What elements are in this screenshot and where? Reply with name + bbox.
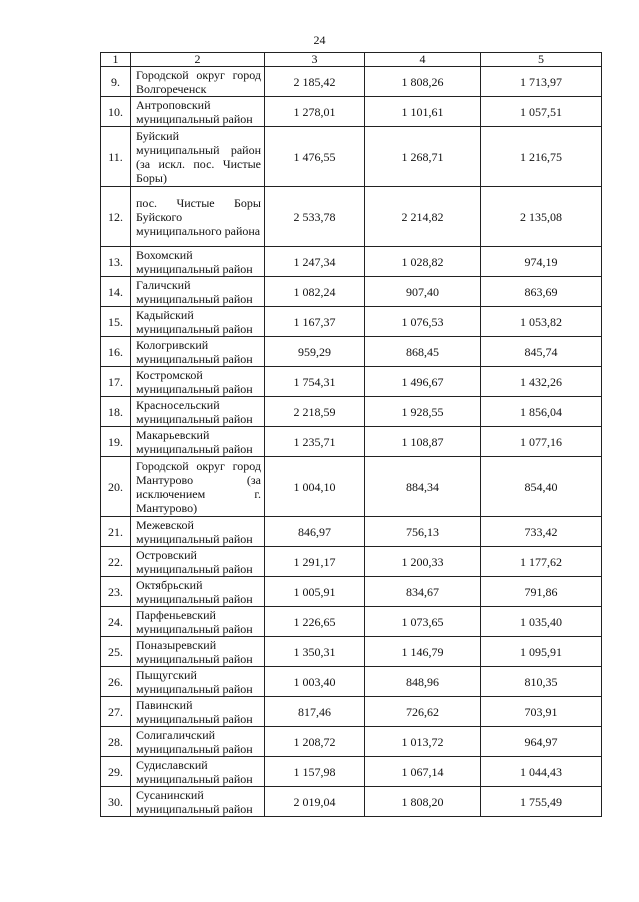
column-5-value-cell: 845,74 (481, 337, 602, 367)
row-number-cell: 29. (101, 757, 131, 787)
column-3-value-cell: 1 278,01 (265, 97, 365, 127)
column-5-value-cell: 810,35 (481, 667, 602, 697)
district-name-cell: Галичский муниципальный район (131, 277, 265, 307)
table-row (101, 457, 602, 517)
table-row (101, 637, 602, 667)
column-5-value-cell: 1 044,43 (481, 757, 602, 787)
column-3-value-cell: 1 754,31 (265, 367, 365, 397)
column-5-value-cell: 964,97 (481, 727, 602, 757)
row-number-cell: 30. (101, 787, 131, 817)
row-number-cell: 17. (101, 367, 131, 397)
column-header: 1 (101, 53, 131, 67)
table-row (101, 67, 602, 97)
column-3-value-cell: 2 218,59 (265, 397, 365, 427)
column-header: 4 (365, 53, 481, 67)
column-4-value-cell: 884,34 (365, 457, 481, 517)
column-5-value-cell: 1 177,62 (481, 547, 602, 577)
column-5-value-cell: 1 057,51 (481, 97, 602, 127)
district-name-cell: Павинский муниципальный район (131, 697, 265, 727)
column-4-value-cell: 1 028,82 (365, 247, 481, 277)
row-number-cell: 28. (101, 727, 131, 757)
district-name-cell: Пыщугский муниципальный район (131, 667, 265, 697)
table-row (101, 547, 602, 577)
row-number-cell: 26. (101, 667, 131, 697)
column-4-value-cell: 834,67 (365, 577, 481, 607)
table-row (101, 97, 602, 127)
district-name-cell: Поназыревский муниципальный район (131, 637, 265, 667)
column-header: 3 (265, 53, 365, 67)
column-5-value-cell: 863,69 (481, 277, 602, 307)
column-5-value-cell: 1 216,75 (481, 127, 602, 187)
row-number-cell: 11. (101, 127, 131, 187)
district-name-cell: Костромской муниципальный район (131, 367, 265, 397)
data-table (100, 52, 602, 817)
column-4-value-cell: 1 268,71 (365, 127, 481, 187)
column-4-value-cell: 1 200,33 (365, 547, 481, 577)
column-3-value-cell: 959,29 (265, 337, 365, 367)
district-name-cell: Кологривский муниципальный район (131, 337, 265, 367)
row-number-cell: 15. (101, 307, 131, 337)
column-header: 5 (481, 53, 602, 67)
column-4-value-cell: 848,96 (365, 667, 481, 697)
row-number-cell: 10. (101, 97, 131, 127)
column-5-value-cell: 1 035,40 (481, 607, 602, 637)
page-number: 24 (313, 33, 326, 47)
table-row (101, 397, 602, 427)
column-3-value-cell: 846,97 (265, 517, 365, 547)
column-3-value-cell: 1 226,65 (265, 607, 365, 637)
district-name-cell: Парфеньевский муниципальный район (131, 607, 265, 637)
table-row (101, 517, 602, 547)
column-3-value-cell: 1 167,37 (265, 307, 365, 337)
row-number-cell: 24. (101, 607, 131, 637)
district-name-cell: Городской округ город Мантурово (за исключением г. Мантурово) (131, 457, 265, 517)
table-row (101, 307, 602, 337)
column-3-value-cell: 1 350,31 (265, 637, 365, 667)
table-row (101, 367, 602, 397)
column-5-value-cell: 703,91 (481, 697, 602, 727)
column-3-value-cell: 1 157,98 (265, 757, 365, 787)
row-number-cell: 19. (101, 427, 131, 457)
district-name-cell: пос. Чистые Боры Буйского муниципального района (131, 187, 265, 247)
column-4-value-cell: 1 928,55 (365, 397, 481, 427)
column-3-value-cell: 1 004,10 (265, 457, 365, 517)
column-5-value-cell: 974,19 (481, 247, 602, 277)
district-name-cell: Межевской муниципальный район (131, 517, 265, 547)
row-number-cell: 23. (101, 577, 131, 607)
column-3-value-cell: 1 235,71 (265, 427, 365, 457)
row-number-cell: 21. (101, 517, 131, 547)
district-name-cell: Макарьевский муниципальный район (131, 427, 265, 457)
column-3-value-cell: 2 019,04 (265, 787, 365, 817)
column-5-value-cell: 1 856,04 (481, 397, 602, 427)
row-number-cell: 18. (101, 397, 131, 427)
table-row (101, 787, 602, 817)
column-4-value-cell: 1 808,20 (365, 787, 481, 817)
district-name-cell: Кадыйский муниципальный район (131, 307, 265, 337)
column-3-value-cell: 1 291,17 (265, 547, 365, 577)
column-4-value-cell: 2 214,82 (365, 187, 481, 247)
district-name-cell: Октябрьский муниципальный район (131, 577, 265, 607)
column-5-value-cell: 1 095,91 (481, 637, 602, 667)
column-4-value-cell: 1 076,53 (365, 307, 481, 337)
table-row (101, 247, 602, 277)
column-3-value-cell: 1 208,72 (265, 727, 365, 757)
column-5-value-cell: 1 755,49 (481, 787, 602, 817)
table-row (101, 277, 602, 307)
table-row (101, 427, 602, 457)
column-3-value-cell: 2 533,78 (265, 187, 365, 247)
district-name-cell: Красносельский муниципальный район (131, 397, 265, 427)
table-row (101, 577, 602, 607)
column-3-value-cell: 1 003,40 (265, 667, 365, 697)
table-row (101, 667, 602, 697)
column-3-value-cell: 1 476,55 (265, 127, 365, 187)
district-name-cell: Буйский муниципальный район (за искл. пос. Чистые Боры) (131, 127, 265, 187)
column-5-value-cell: 1 432,26 (481, 367, 602, 397)
row-number-cell: 20. (101, 457, 131, 517)
district-name-cell: Антроповский муниципальный район (131, 97, 265, 127)
table-row (101, 697, 602, 727)
district-name-cell: Городской округ город Волгореченск (131, 67, 265, 97)
table-row (101, 127, 602, 187)
table-row (101, 757, 602, 787)
column-4-value-cell: 1 146,79 (365, 637, 481, 667)
column-3-value-cell: 1 247,34 (265, 247, 365, 277)
table-body (101, 53, 602, 817)
row-number-cell: 14. (101, 277, 131, 307)
row-number-cell: 16. (101, 337, 131, 367)
column-4-value-cell: 1 067,14 (365, 757, 481, 787)
column-4-value-cell: 1 013,72 (365, 727, 481, 757)
column-4-value-cell: 1 496,67 (365, 367, 481, 397)
column-4-value-cell: 868,45 (365, 337, 481, 367)
district-name-cell: Солигаличский муниципальный район (131, 727, 265, 757)
column-3-value-cell: 1 082,24 (265, 277, 365, 307)
row-number-cell: 9. (101, 67, 131, 97)
column-4-value-cell: 726,62 (365, 697, 481, 727)
column-4-value-cell: 1 108,87 (365, 427, 481, 457)
table-header-row (101, 53, 602, 67)
column-5-value-cell: 1 053,82 (481, 307, 602, 337)
column-5-value-cell: 854,40 (481, 457, 602, 517)
column-5-value-cell: 733,42 (481, 517, 602, 547)
table-row (101, 727, 602, 757)
table-row (101, 337, 602, 367)
row-number-cell: 13. (101, 247, 131, 277)
table-row (101, 607, 602, 637)
column-5-value-cell: 791,86 (481, 577, 602, 607)
district-name-cell: Островский муниципальный район (131, 547, 265, 577)
district-name-cell: Вохомский муниципальный район (131, 247, 265, 277)
column-5-value-cell: 1 077,16 (481, 427, 602, 457)
row-number-cell: 27. (101, 697, 131, 727)
column-3-value-cell: 2 185,42 (265, 67, 365, 97)
row-number-cell: 25. (101, 637, 131, 667)
column-4-value-cell: 1 808,26 (365, 67, 481, 97)
column-4-value-cell: 1 073,65 (365, 607, 481, 637)
row-number-cell: 22. (101, 547, 131, 577)
district-name-cell: Судиславский муниципальный район (131, 757, 265, 787)
table-row (101, 187, 602, 247)
column-3-value-cell: 1 005,91 (265, 577, 365, 607)
column-5-value-cell: 1 713,97 (481, 67, 602, 97)
column-3-value-cell: 817,46 (265, 697, 365, 727)
column-4-value-cell: 907,40 (365, 277, 481, 307)
column-4-value-cell: 1 101,61 (365, 97, 481, 127)
column-5-value-cell: 2 135,08 (481, 187, 602, 247)
district-name-cell: Сусанинский муниципальный район (131, 787, 265, 817)
row-number-cell: 12. (101, 187, 131, 247)
column-4-value-cell: 756,13 (365, 517, 481, 547)
column-header: 2 (131, 53, 265, 67)
